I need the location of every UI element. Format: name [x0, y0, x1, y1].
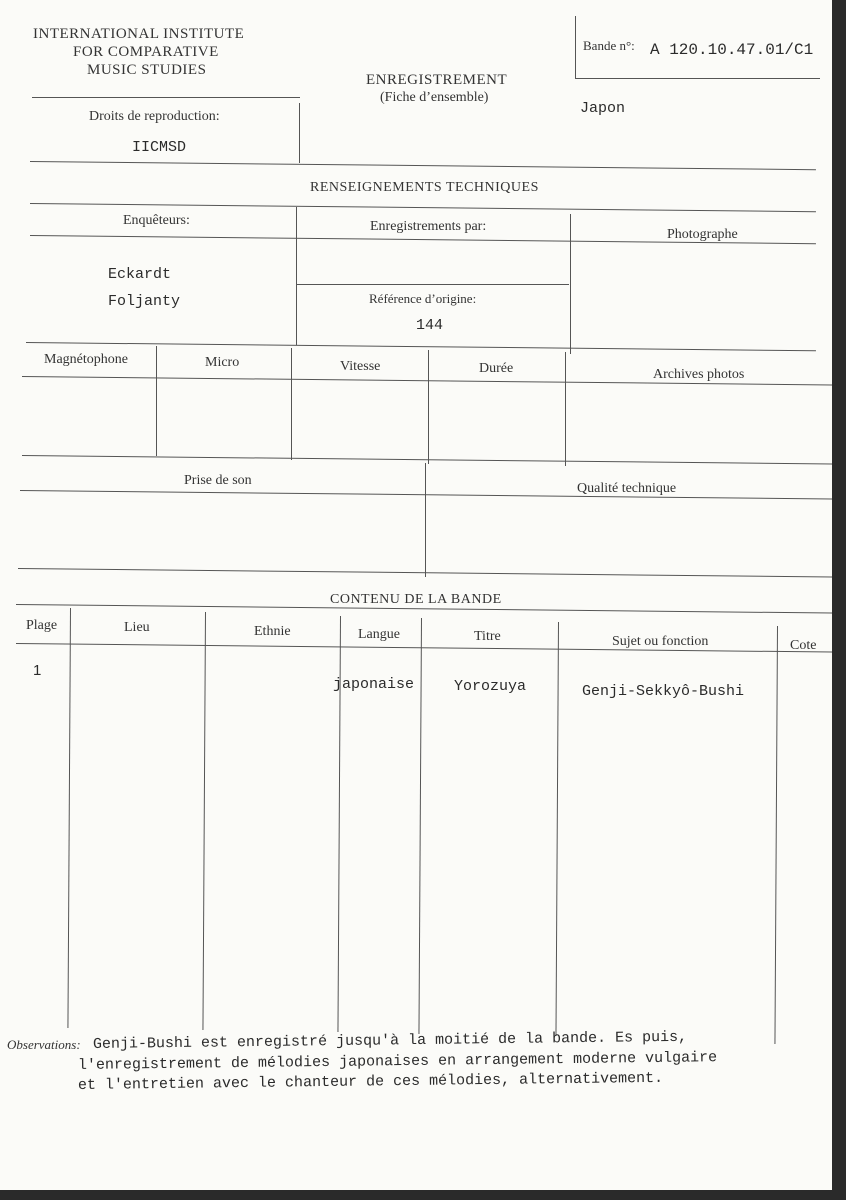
col-sujet: Sujet ou fonction: [612, 634, 709, 649]
duree-label: Durée: [479, 361, 514, 376]
section-title-technical: RENSEIGNEMENTS TECHNIQUES: [310, 180, 539, 195]
observations-line-2: l'enregistrement de mélodies japonaises en arrangement moderne vulgaire: [77, 1049, 718, 1074]
droits-value: IICMSD: [132, 139, 187, 156]
vitesse-label: Vitesse: [340, 359, 381, 374]
form-subtitle: (Fiche d’ensemble): [380, 90, 489, 105]
prise-de-son-label: Prise de son: [184, 473, 252, 488]
institute-name-line1: INTERNATIONAL INSTITUTE: [33, 26, 245, 42]
observations-line-3: et l'entretien avec le chanteur de ces mélodies, alternativement.: [77, 1069, 664, 1094]
enregistrements-label: Enregistrements par:: [370, 219, 487, 234]
reference-value: 144: [416, 317, 444, 334]
observations-line-1: Genji-Bushi est enregistré jusqu'à la moitié de la bande. Es puis,: [92, 1028, 688, 1053]
observations-label: Observations:: [7, 1037, 81, 1052]
col-langue: Langue: [358, 627, 400, 642]
micro-label: Micro: [205, 355, 240, 370]
country-value: Japon: [580, 100, 626, 117]
col-plage: Plage: [26, 618, 58, 633]
photographe-label: Photographe: [667, 227, 738, 242]
row-titre: Yorozuya: [454, 678, 527, 695]
qualite-label: Qualité technique: [577, 481, 677, 496]
section-title-contenu: CONTENU DE LA BANDE: [330, 592, 502, 607]
institute-name-line2: FOR COMPARATIVE: [73, 44, 219, 60]
col-ethnie: Ethnie: [254, 624, 291, 639]
col-cote: Cote: [790, 638, 817, 653]
col-titre: Titre: [474, 629, 501, 644]
row-sujet: Genji-Sekkyô-Bushi: [582, 683, 745, 700]
enqueteur-1: Eckardt: [108, 266, 172, 283]
bande-label: Bande n°:: [583, 38, 635, 53]
reference-label: Référence d’origine:: [369, 291, 477, 306]
row-plage: 1: [33, 662, 42, 679]
row-langue: japonaise: [333, 676, 415, 693]
droits-label: Droits de reproduction:: [89, 109, 220, 124]
institute-name-line3: MUSIC STUDIES: [87, 62, 207, 78]
enqueteurs-label: Enquêteurs:: [123, 213, 190, 228]
archives-label: Archives photos: [653, 367, 745, 382]
form-title: ENREGISTREMENT: [366, 72, 508, 88]
enqueteur-2: Foljanty: [108, 293, 181, 310]
col-lieu: Lieu: [124, 620, 150, 635]
bande-number: A 120.10.47.01/C1: [650, 41, 814, 59]
magnetophone-label: Magnétophone: [44, 352, 128, 367]
